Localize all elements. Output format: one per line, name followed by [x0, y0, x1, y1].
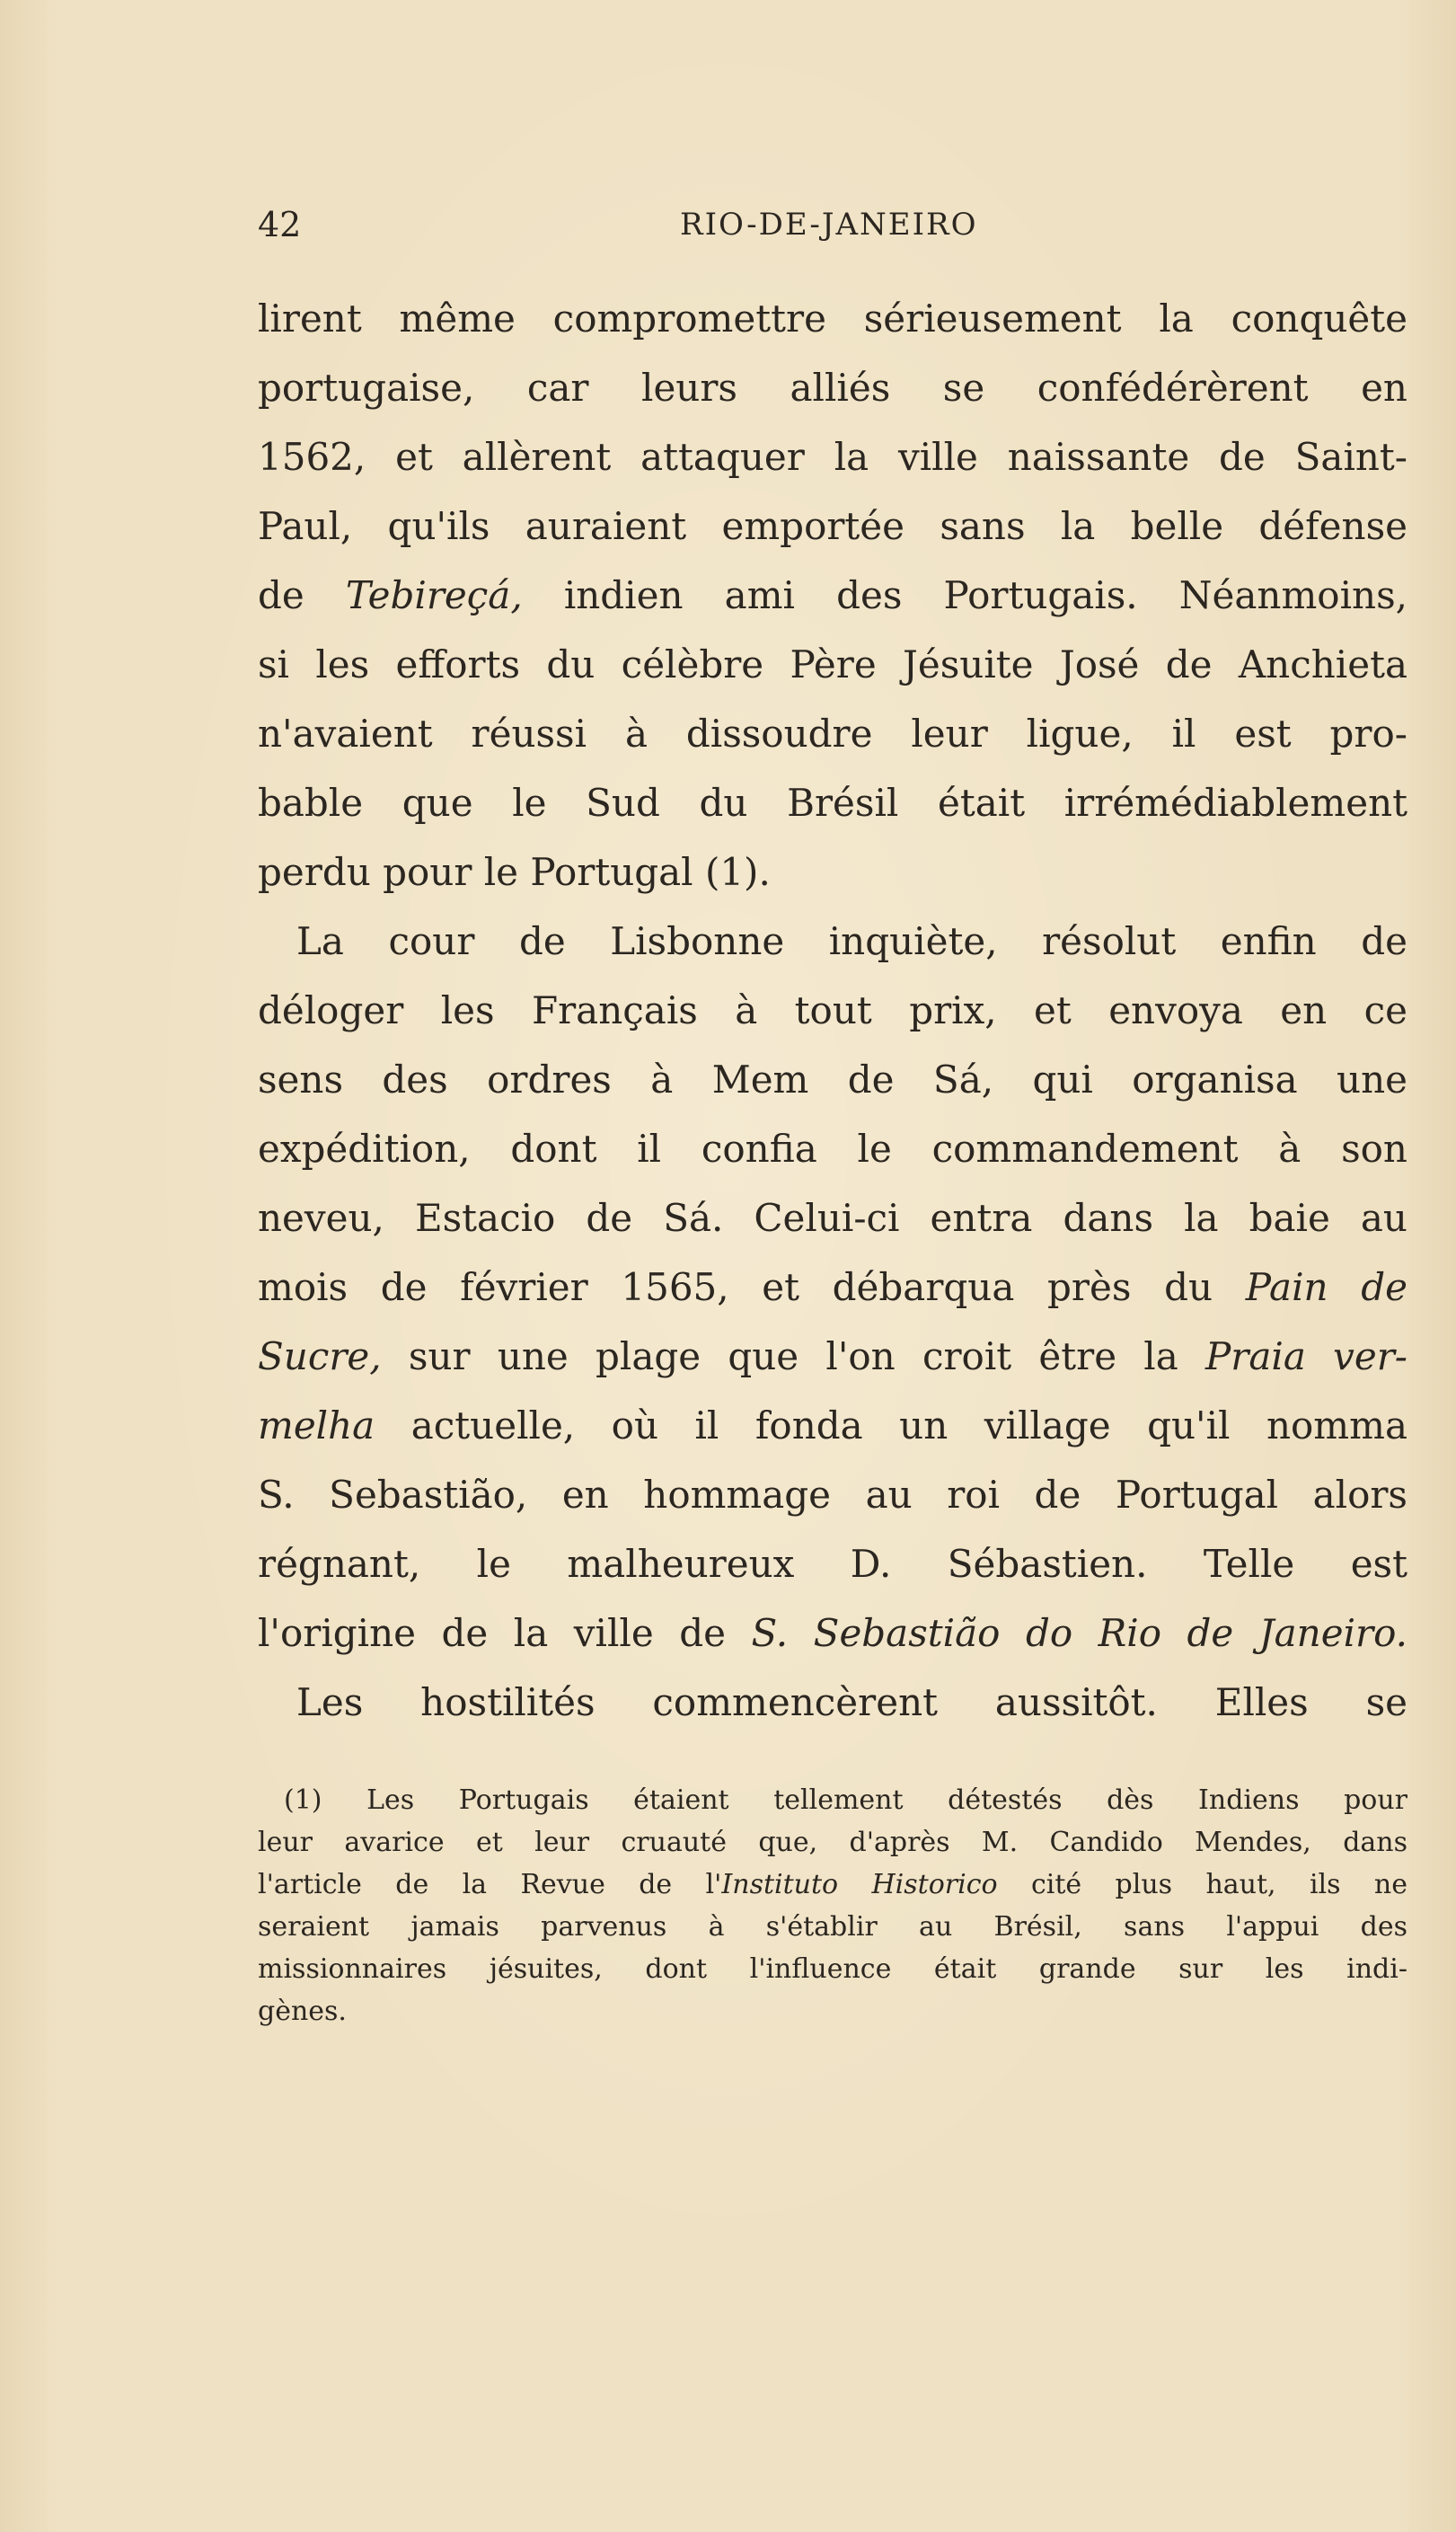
text-fragment: indien ami des Portugais. Néanmoins, [563, 573, 1407, 617]
text-line [258, 1253, 1407, 1322]
footnote [258, 1779, 1407, 2032]
footnote-line: seraient jamais parvenus à s'établir au Brésil, sans l'appui des [258, 1911, 1407, 1943]
text-line: lirent même compromettre sérieusement la conquête [258, 297, 1407, 341]
text-line: bable que le Sud du Brésil était irrémédiablement [258, 781, 1407, 825]
text-line: neveu, Estacio de Sá. Celui-ci entra dans la baie au [258, 1196, 1407, 1240]
text-line [258, 561, 1407, 630]
text-line: si les efforts du célèbre Père Jésuite José de Anchieta [258, 642, 1407, 686]
text-line: Les hostilités commencèrent aussitôt. Elles se [296, 1680, 1407, 1724]
text-line: portugaise, car leurs alliés se confédérèrent en [258, 366, 1407, 410]
text-line: S. Sebastião, en hommage au roi de Portugal alors [258, 1473, 1407, 1517]
text-line: Paul, qu'ils auraient emportée sans la belle défense [258, 504, 1407, 548]
text-fragment: de [258, 573, 304, 617]
main-text [258, 284, 1407, 1737]
text-fragment: actuelle, où il fonda un village qu'il nomma [410, 1403, 1407, 1447]
text-line: expédition, dont il confia le commandement à son [258, 1127, 1407, 1171]
italic-term: Instituto Historico [721, 1869, 998, 1900]
text-fragment: l'article de la Revue de l' [258, 1869, 722, 1900]
text-line: n'avaient réussi à dissoudre leur ligue, il est pro- [258, 712, 1407, 756]
text-fragment: mois de février 1565, et débarqua près du [258, 1265, 1213, 1309]
text-line: sens des ordres à Mem de Sá, qui organisa une [258, 1058, 1407, 1102]
text-line [258, 1391, 1407, 1460]
text-line [258, 1598, 1407, 1668]
italic-term: melha [258, 1403, 375, 1447]
running-title: RIO-DE-JANEIRO [680, 207, 978, 243]
footnote-line: gènes. [258, 1996, 347, 2027]
footnote-line: missionnaires jésuites, dont l'influence était grande sur les indi- [258, 1953, 1407, 1985]
footnote-line: leur avarice et leur cruauté que, d'après M. Candido Mendes, dans [258, 1827, 1407, 1858]
italic-term: S. Sebastião do Rio de Janeiro. [751, 1611, 1407, 1655]
page-header [258, 202, 1407, 247]
italic-term: Tebireçá, [345, 573, 523, 617]
text-fragment: sur une plage que l'on croit être la [408, 1334, 1178, 1378]
text-line: La cour de Lisbonne inquiète, résolut enfin de [296, 919, 1407, 963]
text-line: 1562, et allèrent attaquer la ville naissante de Saint- [258, 435, 1407, 479]
page-number: 42 [258, 205, 302, 244]
italic-term: Praia ver- [1205, 1334, 1407, 1378]
footnote-line [258, 1864, 1407, 1906]
text-line: régnant, le malheureux D. Sébastien. Telle est [258, 1542, 1407, 1586]
text-line [258, 1322, 1407, 1391]
text-line: perdu pour le Portugal (1). [258, 850, 771, 894]
footnote-line: (1) Les Portugais étaient tellement détestés dès Indiens pour [284, 1784, 1407, 1816]
italic-term: Sucre, [258, 1334, 382, 1378]
text-line: déloger les Français à tout prix, et envoya en ce [258, 988, 1407, 1032]
text-fragment: cité plus haut, ils ne [1030, 1869, 1407, 1900]
text-fragment: l'origine de la ville de [258, 1611, 726, 1655]
italic-term: Pain de [1245, 1265, 1407, 1309]
